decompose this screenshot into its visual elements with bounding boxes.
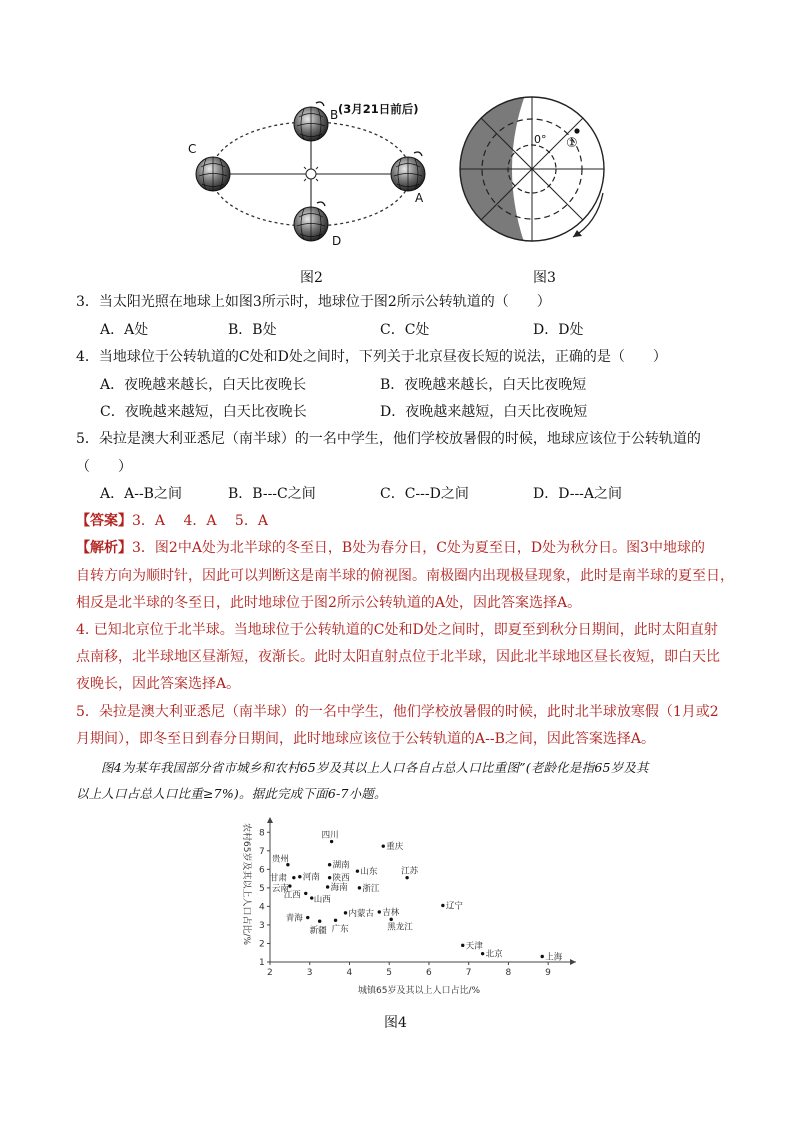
question-5-option-d: D．D---A之间 bbox=[533, 486, 623, 502]
question-5-stem: 5．朵拉是澳大利亚悉尼（南半球）的一名中学生，他们学校放暑假的时候，地球应该位于公转轨道的 bbox=[76, 431, 701, 447]
point-label: 贵州 bbox=[271, 854, 289, 865]
scatter-chart bbox=[230, 815, 590, 1000]
data-point bbox=[328, 876, 331, 879]
analysis-p2-line1: 4. 已知北京位于北半球。当地球位于公转轨道的C处和D处之间时，即夏至到秋分日期间，此时太阳直射 bbox=[76, 622, 718, 638]
data-point bbox=[328, 863, 331, 866]
point-label: 甘肃 bbox=[269, 873, 287, 884]
analysis-label: 【解析】 bbox=[76, 540, 132, 556]
data-point bbox=[334, 919, 337, 922]
point-label: 陕西 bbox=[332, 873, 350, 884]
data-point bbox=[390, 918, 393, 921]
answer-line bbox=[76, 511, 268, 531]
question-5-option-b: B．B---C之间 bbox=[228, 486, 316, 502]
data-point bbox=[298, 875, 301, 878]
data-point bbox=[326, 885, 329, 888]
y-tick-label: 7 bbox=[259, 846, 265, 857]
point-B-label: B bbox=[330, 108, 339, 122]
point-label: 湖南 bbox=[332, 860, 350, 871]
question-4-stem: 4．当地球位于公转轨道的C处和D处之间时，下列关于北京昼夜长短的说法，正确的是（ ） bbox=[76, 349, 667, 365]
point-label: 辽宁 bbox=[445, 901, 463, 912]
data-point bbox=[461, 944, 464, 947]
globe-A-icon bbox=[391, 152, 425, 191]
question-3-option-d: D．D处 bbox=[533, 322, 584, 338]
figure-3 bbox=[455, 95, 615, 255]
data-point bbox=[541, 955, 544, 958]
point-label: 江西 bbox=[283, 890, 301, 901]
point-label: 四川 bbox=[321, 830, 339, 841]
question-4-option-d: D．夜晚越来越短，白天比夜晚短 bbox=[380, 404, 588, 420]
figure-4-caption: 图4 bbox=[384, 1015, 407, 1031]
question-4-option-a: A．夜晚越来越长，白天比夜晚长 bbox=[100, 377, 307, 393]
point-label: 海南 bbox=[330, 882, 348, 893]
globe-B-icon bbox=[294, 102, 328, 141]
answer-text: 3．A 4．A 5．A bbox=[132, 513, 268, 529]
x-tick-label: 7 bbox=[465, 968, 472, 978]
analysis-p3-line2: 月期间），即冬至日到春分日期间，此时地球应该位于公转轨道的A--B之间，因此答案选择A。 bbox=[76, 731, 655, 747]
x-axis-label: 城镇65岁及其以上人口占比/% bbox=[358, 986, 481, 996]
point-label: 内蒙古 bbox=[348, 908, 375, 919]
y-tick-label: 5 bbox=[259, 883, 265, 894]
x-tick-label: 6 bbox=[425, 968, 432, 978]
data-point bbox=[344, 911, 347, 914]
data-point bbox=[306, 916, 309, 919]
y-axis-arrow bbox=[267, 817, 273, 823]
analysis-p2-line3: 夜晚长，因此答案选择A。 bbox=[76, 676, 241, 692]
globe-C-icon bbox=[196, 157, 230, 191]
analysis-p1-line1: 【解析】3．图2中A处为北半球的冬至日，B处为春分日，C处为夏至日，D处为秋分日。图3中地球的 bbox=[76, 540, 706, 556]
y-tick-label: 6 bbox=[259, 865, 265, 876]
point-label: 云南 bbox=[271, 884, 289, 895]
point-label: 吉林 bbox=[382, 907, 400, 918]
date-note: (3月21日前后) bbox=[338, 102, 419, 116]
x-axis-arrow bbox=[570, 959, 576, 965]
point-label: 青海 bbox=[285, 913, 303, 924]
x-tick-label: 2 bbox=[267, 968, 273, 978]
analysis-p2-line2: 点南移，北半球地区昼渐短，夜渐长。此时太阳直射点位于北半球，因此北半球地区昼长夜短，即白天比 bbox=[76, 649, 720, 665]
point-label: 上海 bbox=[545, 952, 563, 963]
point-C-label: C bbox=[188, 142, 197, 156]
point-D-label: D bbox=[332, 234, 342, 248]
data-point bbox=[481, 952, 484, 955]
question-4-option-c: C．夜晚越来越短，白天比夜晚长 bbox=[100, 404, 307, 420]
data-point bbox=[378, 910, 381, 913]
point-label: 北京 bbox=[485, 949, 503, 960]
y-tick-label: 4 bbox=[259, 902, 265, 913]
x-tick-label: 9 bbox=[545, 968, 551, 978]
y-tick-label: 8 bbox=[259, 828, 265, 839]
x-tick-label: 4 bbox=[346, 968, 353, 978]
data-point bbox=[382, 844, 385, 847]
question-3-stem: 3．当太阳光照在地球上如图3所示时，地球位于图2所示公转轨道的（ ） bbox=[76, 294, 551, 310]
question-5-option-a: A．A--B之间 bbox=[100, 486, 182, 502]
point-label: 浙江 bbox=[362, 883, 380, 894]
y-tick-label: 3 bbox=[259, 920, 265, 931]
question-3-option-a: A．A处 bbox=[100, 322, 149, 338]
point-label: 江苏 bbox=[401, 866, 419, 877]
data-point bbox=[356, 869, 359, 872]
point-label: 广东 bbox=[331, 924, 349, 935]
figure-2-caption: 图2 bbox=[300, 270, 323, 286]
figure-3-caption: 图3 bbox=[533, 270, 556, 286]
x-tick-label: 3 bbox=[306, 968, 313, 978]
data-point bbox=[304, 892, 307, 895]
analysis-p1-line2: 自转方向为顺时针，因此可以判断这是南半球的俯视图。南极圈内出现极昼现象，此时是南半球的夏至日， bbox=[76, 568, 734, 584]
figure-2 bbox=[178, 95, 448, 255]
globe-D-icon bbox=[294, 202, 328, 241]
answer-label: 【答案】 bbox=[76, 513, 132, 529]
marker-1: ① bbox=[566, 136, 578, 151]
data-point bbox=[318, 920, 321, 923]
question-3-option-b: B．B处 bbox=[228, 322, 277, 338]
figure-4-note-line1: 图4为某年我国部分省市城乡和农村65岁及其以上人口各自占总人口比重图”(老龄化是指65岁及其 bbox=[101, 760, 649, 775]
point-label: 天津 bbox=[465, 941, 483, 952]
x-tick-label: 8 bbox=[505, 968, 512, 978]
y-axis-label: 农村65岁及其以上人口占比/% bbox=[241, 823, 251, 946]
data-point bbox=[292, 876, 295, 879]
point-A-label: A bbox=[415, 191, 424, 205]
point-label: 河南 bbox=[302, 872, 320, 883]
question-5-stem-cont: （ ） bbox=[76, 459, 132, 475]
point-label: 山东 bbox=[360, 867, 378, 878]
question-5-option-c: C．C---D之间 bbox=[380, 486, 469, 502]
point-label: 黑龙江 bbox=[387, 922, 413, 933]
figure-4-chart bbox=[230, 815, 590, 1000]
data-point bbox=[441, 904, 444, 907]
y-tick-label: 1 bbox=[259, 958, 265, 968]
meridian-label: 0° bbox=[534, 133, 547, 146]
x-tick-label: 5 bbox=[386, 968, 392, 978]
point-label: 山西 bbox=[313, 895, 331, 906]
data-point bbox=[358, 886, 361, 889]
polar-view-diagram bbox=[455, 95, 615, 255]
y-tick-label: 2 bbox=[259, 939, 265, 950]
point-label: 新疆 bbox=[309, 926, 327, 937]
question-3-option-c: C．C处 bbox=[380, 322, 430, 338]
sun-icon bbox=[301, 164, 321, 184]
analysis-p1-line3: 相反是北半球的冬至日，此时地球位于图2所示公转轨道的A处，因此答案选择A。 bbox=[76, 595, 582, 611]
point-label: 重庆 bbox=[386, 842, 404, 853]
question-4-option-b: B．夜晚越来越长，白天比夜晚短 bbox=[380, 377, 587, 393]
figure-4-note-line2: 以上人口占总人口比重≥7%)。据此完成下面6-7小题。 bbox=[76, 786, 387, 801]
orbit-diagram bbox=[178, 95, 448, 255]
analysis-p3-line1: 5．朵拉是澳大利亚悉尼（南半球）的一名中学生，他们学校放暑假的时候，此时北半球放寒假（1月或2 bbox=[76, 704, 719, 720]
